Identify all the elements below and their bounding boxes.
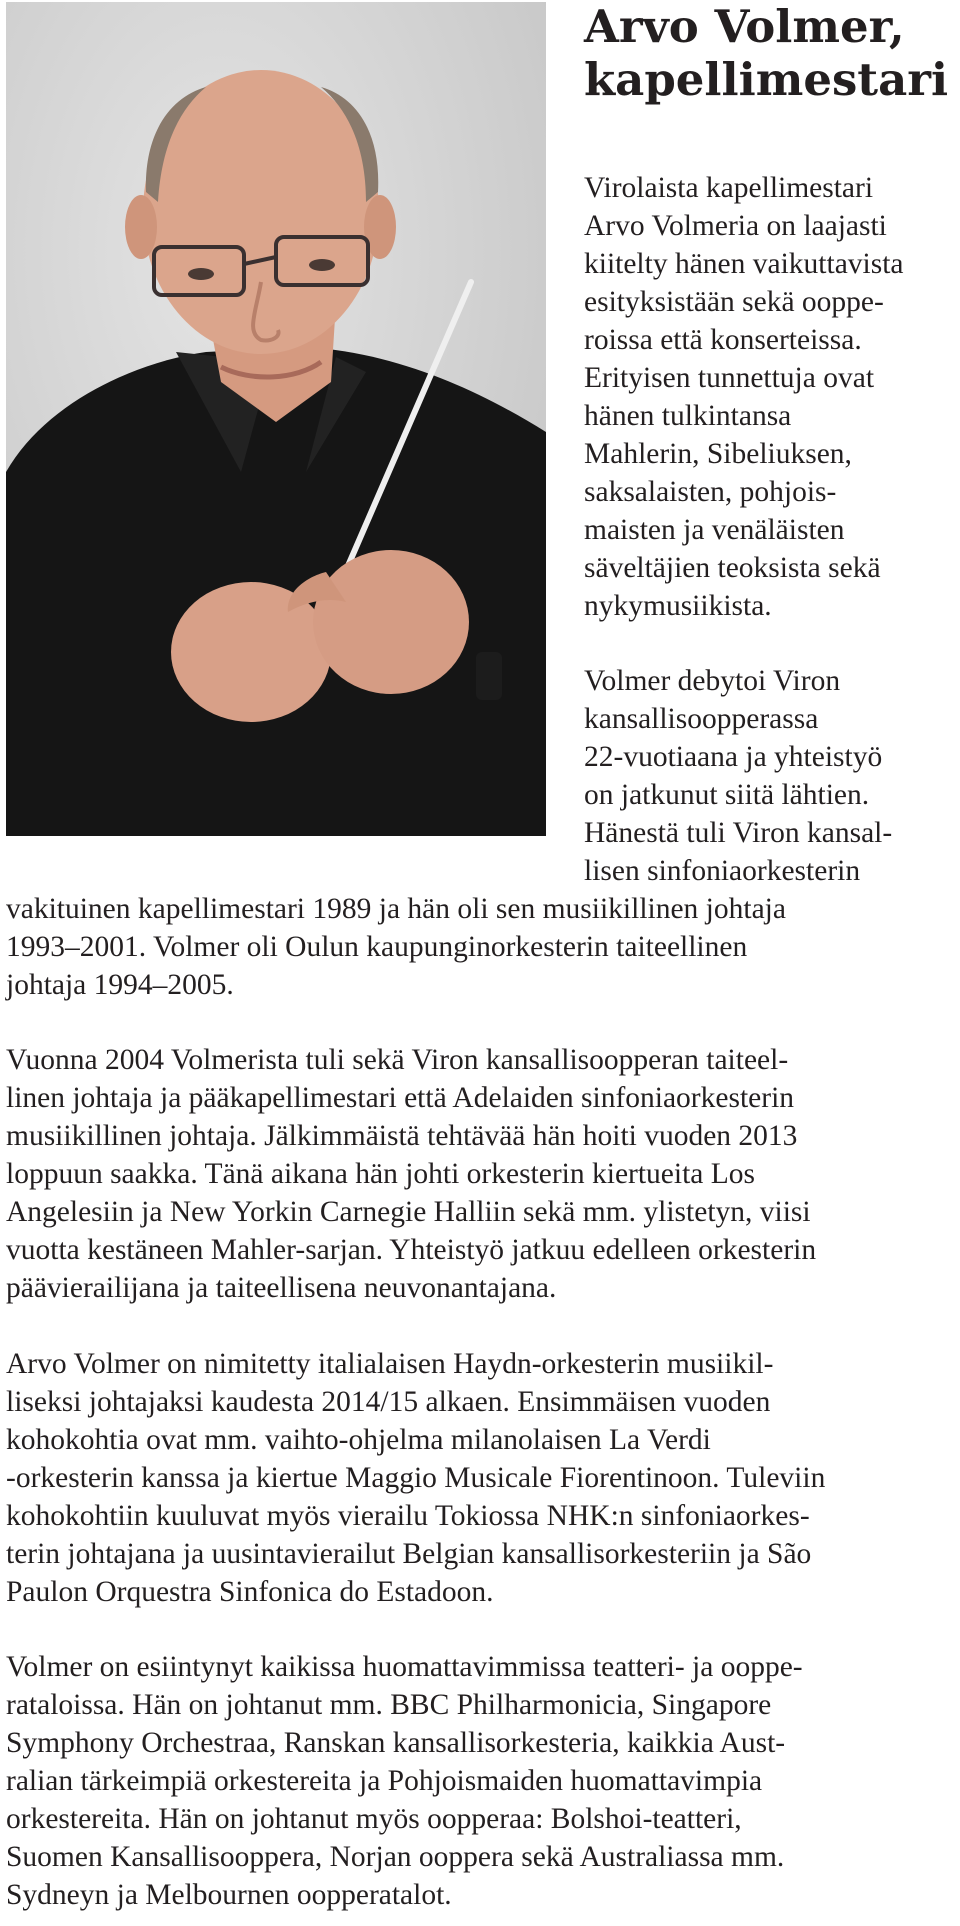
- text-line: Erityisen tunnettuja ovat: [584, 362, 875, 394]
- text-line: ralian tärkeimpiä orkestereita ja Pohjoismaiden huomattavimpia: [6, 1765, 763, 1797]
- text-line: Hänestä tuli Viron kansal-: [584, 817, 893, 849]
- text-line: loppuun saakka. Tänä aikana hän johti orkesterin kiertueita Los: [6, 1158, 756, 1190]
- text-line: Suomen Kansallisooppera, Norjan ooppera sekä Australiassa mm.: [6, 1841, 785, 1873]
- text-line: rataloissa. Hän on johtanut mm. BBC Philharmonicia, Singapore: [6, 1689, 772, 1721]
- text-line: kiitelty hänen vaikuttavista: [584, 248, 904, 280]
- text-line: Volmer on esiintynyt kaikissa huomattavimmissa teatteri- ja ooppe-: [6, 1651, 803, 1683]
- text-line: nykymusiikista.: [584, 590, 772, 622]
- text-line: Angelesiin ja New Yorkin Carnegie Halliin sekä mm. ylistetyn, viisi: [6, 1196, 811, 1228]
- text-line: Arvo Volmeria on laajasti: [584, 210, 887, 242]
- text-line: maisten ja venäläisten: [584, 514, 845, 546]
- text-line: linen johtaja ja pääkapellimestari että Adelaiden sinfoniaorkesterin: [6, 1082, 795, 1114]
- text-line: kohokohtiin kuuluvat myös vierailu Tokiossa NHK:n sinfoniaorkes-: [6, 1500, 810, 1532]
- text-line: on jatkunut siitä lähtien.: [584, 779, 870, 811]
- text-line: terin johtajana ja uusintavierailut Belgian kansallisorkesteriin ja São: [6, 1538, 812, 1570]
- text-line: Virolaista kapellimestari: [584, 172, 874, 204]
- text-line: musiikillinen johtaja. Jälkimmäistä tehtävää hän hoiti vuoden 2013: [6, 1120, 798, 1152]
- text-line: liseksi johtajaksi kaudesta 2014/15 alkaen. Ensimmäisen vuoden: [6, 1386, 771, 1418]
- text-line: orkestereita. Hän on johtanut myös oopperaa: Bolshoi-teatteri,: [6, 1803, 742, 1835]
- text-line: Symphony Orchestraa, Ranskan kansallisorkesteria, kaikkia Aust-: [6, 1727, 786, 1759]
- text-line: kansallisoopperassa: [584, 703, 819, 735]
- text-line: päävierailijana ja taiteellisena neuvonantajana.: [6, 1272, 557, 1304]
- text-line: lisen sinfoniaorkesterin: [584, 855, 861, 887]
- text-line: Paulon Orquestra Sinfonica do Estadoon.: [6, 1576, 494, 1608]
- text-line: Arvo Volmer on nimitetty italialaisen Haydn-orkesterin musiikil-: [6, 1348, 774, 1380]
- page-title: [584, 0, 954, 106]
- text-line: johtaja 1994–2005.: [6, 969, 234, 1001]
- text-line: Sydneyn ja Melbournen oopperatalot.: [6, 1879, 452, 1911]
- text-line: säveltäjien teoksista sekä: [584, 552, 881, 584]
- text-line: kohokohtia ovat mm. vaihto-ohjelma milanolaisen La Verdi: [6, 1424, 711, 1456]
- text-line: 1993–2001. Volmer oli Oulun kaupunginorkesterin taiteellinen: [6, 931, 748, 963]
- text-line: vakituinen kapellimestari 1989 ja hän oli sen musiikillinen johtaja: [6, 893, 786, 925]
- conductor-portrait-photo: [6, 2, 546, 836]
- text-line: saksalaisten, pohjois-: [584, 476, 837, 508]
- text-line: Vuonna 2004 Volmerista tuli sekä Viron kansallisoopperan taiteel-: [6, 1044, 789, 1076]
- title-line: Arvo Volmer,: [584, 0, 905, 53]
- text-line: hänen tulkintansa: [584, 400, 792, 432]
- text-line: 22-vuotiaana ja yhteistyö: [584, 741, 883, 773]
- conductor-portrait-illustration: [6, 2, 546, 836]
- text-line: Volmer debytoi Viron: [584, 665, 841, 697]
- title-line: kapellimestari: [584, 53, 949, 106]
- text-line: Mahlerin, Sibeliuksen,: [584, 438, 852, 470]
- text-line: vuotta kestäneen Mahler-sarjan. Yhteistyö jatkuu edelleen orkesterin: [6, 1234, 817, 1266]
- text-line: -orkesterin kanssa ja kiertue Maggio Musicale Fiorentinoon. Tuleviin: [6, 1462, 826, 1494]
- text-line: roissa että konserteissa.: [584, 324, 862, 356]
- text-line: esityksistään sekä ooppe-: [584, 286, 884, 318]
